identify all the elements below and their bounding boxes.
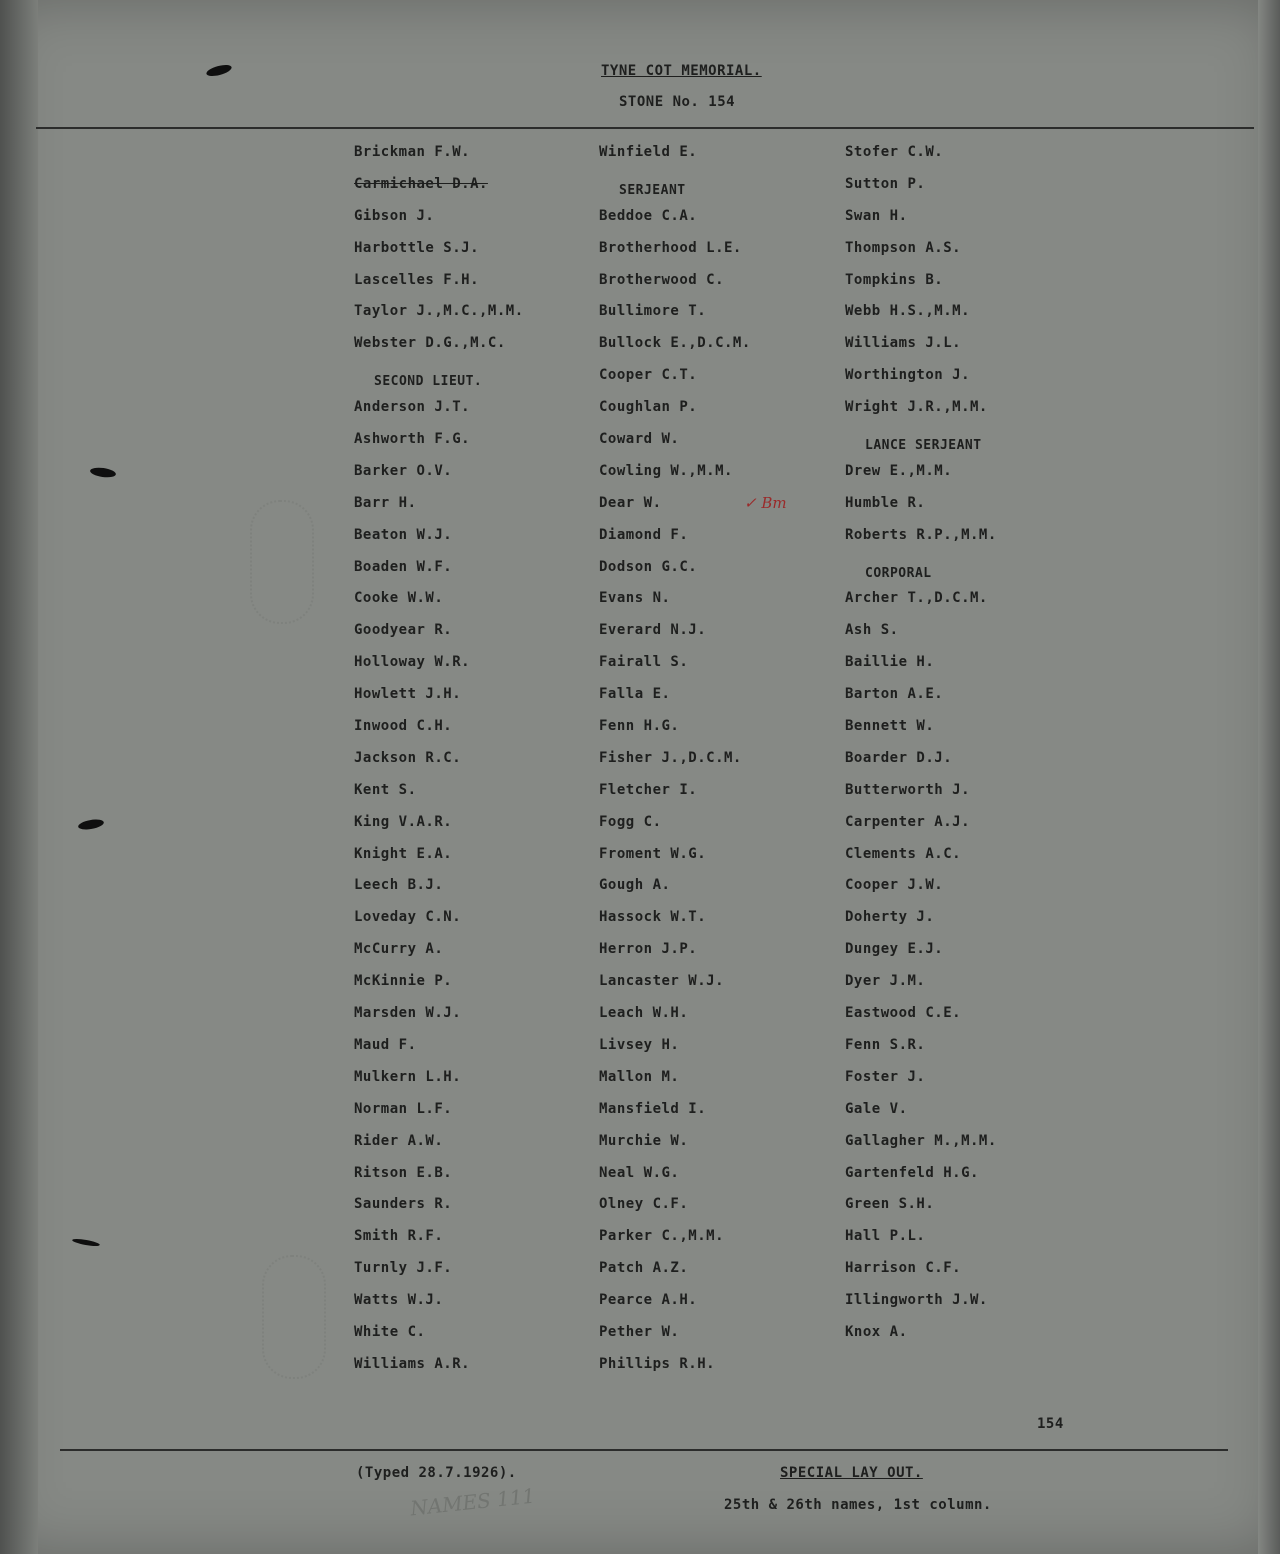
name-entry: Brickman F.W.: [354, 144, 471, 160]
name-entry: Mulkern L.H.: [354, 1068, 462, 1085]
name-entry: Illingworth J.W.: [845, 1292, 988, 1309]
name-entry: Stofer C.W.: [845, 144, 944, 160]
name-entry: Ritson E.B.: [354, 1164, 453, 1181]
name-entry: Murchie W.: [599, 1132, 689, 1149]
name-entry: King V.A.R.: [354, 813, 453, 830]
name-entry: Anderson J.T.: [354, 399, 471, 416]
name-entry: Mallon M.: [599, 1068, 680, 1085]
name-entry: Cooper C.T.: [599, 367, 698, 384]
name-entry: Drew E.,M.M.: [845, 462, 953, 479]
top-rule: [36, 127, 1254, 129]
name-entry: Barr H.: [354, 494, 417, 511]
name-entry: Archer T.,D.C.M.: [845, 590, 988, 607]
name-entry: Froment W.G.: [599, 845, 707, 862]
bottom-rule: [60, 1449, 1228, 1451]
name-entry: Dungey E.J.: [845, 941, 944, 958]
name-entry: Coward W.: [599, 431, 680, 448]
name-column-2: [599, 143, 751, 1387]
name-entry: Harrison C.F.: [845, 1260, 962, 1277]
name-entry: Goodyear R.: [354, 622, 453, 639]
name-entry: Turnly J.F.: [354, 1260, 453, 1277]
name-entry: Tompkins B.: [845, 271, 944, 288]
red-ink-annotation: ✓ Bm: [744, 494, 787, 512]
name-entry: Evans N.: [599, 590, 671, 607]
name-entry: Rider A.W.: [354, 1132, 444, 1149]
page-edge-left: [0, 0, 38, 1554]
special-layout-heading: SPECIAL LAY OUT.: [780, 1465, 923, 1481]
name-entry: Carmichael D.A.: [354, 175, 488, 192]
name-entry: Roberts R.P.,M.M.: [845, 526, 997, 543]
name-entry: Dyer J.M.: [845, 973, 926, 990]
name-entry: Watts W.J.: [354, 1292, 444, 1309]
name-entry: Knight E.A.: [354, 845, 453, 862]
name-entry: Hall P.L.: [845, 1228, 926, 1245]
name-entry: Cooper J.W.: [845, 877, 944, 894]
name-entry: Smith R.F.: [354, 1228, 444, 1245]
name-entry: Pearce A.H.: [599, 1292, 698, 1309]
name-entry: McKinnie P.: [354, 973, 453, 990]
name-entry: Leech B.J.: [354, 877, 444, 894]
name-entry: Webb H.S.,M.M.: [845, 303, 971, 320]
name-entry: Beddoe C.A.: [599, 207, 698, 224]
name-entry: Swan H.: [845, 207, 908, 224]
name-entry: Eastwood C.E.: [845, 1005, 962, 1022]
name-entry: Winfield E.: [599, 144, 698, 160]
name-entry: Marsden W.J.: [354, 1005, 462, 1022]
name-entry: Humble R.: [845, 494, 926, 511]
name-entry: Cowling W.,M.M.: [599, 462, 733, 479]
stone-number: STONE No. 154: [619, 94, 736, 110]
name-entry: Fisher J.,D.C.M.: [599, 749, 742, 766]
rank-heading: CORPORAL: [865, 565, 932, 581]
layout-note: 25th & 26th names, 1st column.: [724, 1497, 992, 1513]
pencil-annotation: NAMES 111: [409, 1483, 537, 1521]
name-entry: Olney C.F.: [599, 1196, 689, 1213]
name-entry: Fletcher I.: [599, 781, 698, 798]
name-entry: Thompson A.S.: [845, 239, 962, 256]
name-entry: Lancaster W.J.: [599, 973, 725, 990]
name-entry: Boaden W.F.: [354, 558, 453, 575]
name-entry: Doherty J.: [845, 909, 935, 926]
name-entry: Livsey H.: [599, 1036, 680, 1053]
faded-stamp: [250, 500, 314, 624]
faded-stamp: [262, 1255, 326, 1379]
name-entry: Williams A.R.: [354, 1355, 471, 1372]
name-entry: Neal W.G.: [599, 1164, 680, 1181]
name-entry: Sutton P.: [845, 175, 926, 192]
name-entry: Herron J.P.: [599, 941, 698, 958]
name-entry: Mansfield I.: [599, 1100, 707, 1117]
name-entry: Inwood C.H.: [354, 718, 453, 735]
name-entry: Wright J.R.,M.M.: [845, 399, 988, 416]
name-entry: Beaton W.J.: [354, 526, 453, 543]
name-entry: Loveday C.N.: [354, 909, 462, 926]
page-edge-right: [1258, 0, 1280, 1554]
name-entry: Brotherwood C.: [599, 271, 725, 288]
memorial-title: TYNE COT MEMORIAL.: [601, 63, 762, 79]
name-entry: Howlett J.H.: [354, 686, 462, 703]
name-entry: Gallagher M.,M.M.: [845, 1132, 997, 1149]
name-entry: White C.: [354, 1323, 426, 1340]
name-entry: Jackson R.C.: [354, 749, 462, 766]
name-entry: Dear W.: [599, 494, 662, 511]
name-entry: Ash S.: [845, 622, 899, 639]
rank-heading: LANCE SERJEANT: [865, 438, 982, 454]
page-number: 154: [1037, 1416, 1064, 1432]
name-entry: Holloway W.R.: [354, 654, 471, 671]
name-entry: Barton A.E.: [845, 686, 944, 703]
name-entry: Dodson G.C.: [599, 558, 698, 575]
name-entry: Knox A.: [845, 1323, 908, 1340]
name-column-3: [845, 143, 997, 1355]
name-entry: Gale V.: [845, 1100, 908, 1117]
name-entry: Gough A.: [599, 877, 671, 894]
name-entry: Bullimore T.: [599, 303, 707, 320]
name-entry: Fairall S.: [599, 654, 689, 671]
name-entry: Harbottle S.J.: [354, 239, 480, 256]
name-entry: Pether W.: [599, 1323, 680, 1340]
name-entry: Clements A.C.: [845, 845, 962, 862]
name-entry: Falla E.: [599, 686, 671, 703]
name-entry: Fogg C.: [599, 813, 662, 830]
name-entry: Baillie H.: [845, 654, 935, 671]
punch-hole-mark: [90, 466, 117, 479]
name-entry: Brotherhood L.E.: [599, 239, 742, 256]
name-entry: Fenn H.G.: [599, 718, 680, 735]
name-column-1: [354, 143, 524, 1387]
name-entry: Phillips R.H.: [599, 1355, 716, 1372]
name-entry: Cooke W.W.: [354, 590, 444, 607]
punch-hole-mark: [72, 1238, 100, 1248]
name-entry: Leach W.H.: [599, 1005, 689, 1022]
name-entry: Hassock W.T.: [599, 909, 707, 926]
punch-hole-mark: [77, 818, 104, 831]
name-entry: Williams J.L.: [845, 335, 962, 352]
name-entry: Taylor J.,M.C.,M.M.: [354, 303, 524, 320]
name-entry: Patch A.Z.: [599, 1260, 689, 1277]
name-entry: Worthington J.: [845, 367, 971, 384]
name-entry: Gibson J.: [354, 207, 435, 224]
name-entry: Fenn S.R.: [845, 1036, 926, 1053]
name-entry: Diamond F.: [599, 526, 689, 543]
rank-heading: SERJEANT: [619, 182, 686, 198]
name-entry: Maud F.: [354, 1036, 417, 1053]
name-entry: Bullock E.,D.C.M.: [599, 335, 751, 352]
name-entry: Ashworth F.G.: [354, 431, 471, 448]
rank-heading: SECOND LIEUT.: [374, 374, 483, 390]
name-entry: Everard N.J.: [599, 622, 707, 639]
name-entry: Gartenfeld H.G.: [845, 1164, 979, 1181]
name-entry: Boarder D.J.: [845, 749, 953, 766]
name-entry: Norman L.F.: [354, 1100, 453, 1117]
name-entry: Barker O.V.: [354, 462, 453, 479]
name-entry: Bennett W.: [845, 718, 935, 735]
name-entry: Parker C.,M.M.: [599, 1228, 725, 1245]
name-entry: Butterworth J.: [845, 781, 971, 798]
name-entry: Kent S.: [354, 781, 417, 798]
name-entry: Green S.H.: [845, 1196, 935, 1213]
name-entry: Foster J.: [845, 1068, 926, 1085]
name-entry: Webster D.G.,M.C.: [354, 335, 506, 352]
name-entry: Saunders R.: [354, 1196, 453, 1213]
name-entry: Lascelles F.H.: [354, 271, 480, 288]
name-entry: Coughlan P.: [599, 399, 698, 416]
name-entry: Carpenter A.J.: [845, 813, 971, 830]
typed-date: (Typed 28.7.1926).: [356, 1465, 517, 1481]
name-entry: McCurry A.: [354, 941, 444, 958]
punch-hole-mark: [205, 63, 232, 78]
